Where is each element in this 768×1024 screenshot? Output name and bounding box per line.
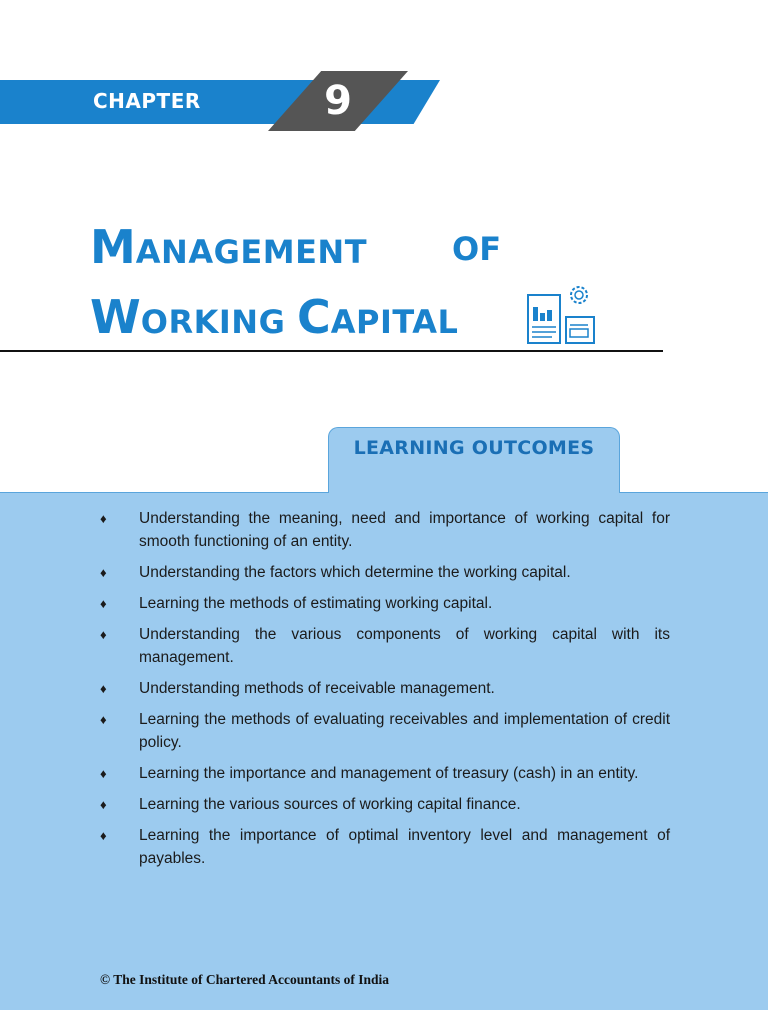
chapter-number: 9 <box>324 78 352 124</box>
list-item: ♦ Learning the importance of optimal inventory level and management of payables. <box>100 824 670 870</box>
list-item: ♦ Learning the methods of estimating working capital. <box>100 592 670 615</box>
diamond-bullet-icon: ♦ <box>100 828 107 843</box>
list-item: ♦ Learning the various sources of working capital finance. <box>100 793 670 816</box>
learning-outcomes-heading: LEARNING OUTCOMES <box>353 437 595 459</box>
copyright-footer: © The Institute of Chartered Accountants of India <box>100 972 389 987</box>
diamond-bullet-icon: ♦ <box>100 681 107 696</box>
list-item: ♦ Understanding the meaning, need and importance of working capital for smooth functioning of an entity. <box>100 507 670 553</box>
list-item: ♦ Learning the methods of evaluating receivables and implementation of credit policy. <box>100 708 670 754</box>
chapter-label: CHAPTER <box>93 89 201 113</box>
diamond-bullet-icon: ♦ <box>100 797 107 812</box>
diamond-bullet-icon: ♦ <box>100 511 107 526</box>
list-item: ♦ Learning the importance and management of treasury (cash) in an entity. <box>100 762 670 785</box>
diamond-bullet-icon: ♦ <box>100 712 107 727</box>
learning-outcomes-list <box>100 507 670 878</box>
diamond-bullet-icon: ♦ <box>100 627 107 642</box>
list-item: ♦ Understanding the various components of working capital with its management. <box>100 623 670 669</box>
page-title-line-1: MANAGEMENT <box>90 220 368 274</box>
list-item: ♦ Understanding the factors which determine the working capital. <box>100 561 670 584</box>
page-title-line-2: WORKING CAPITAL <box>90 290 459 344</box>
list-item: ♦ Understanding methods of receivable management. <box>100 677 670 700</box>
diamond-bullet-icon: ♦ <box>100 766 107 781</box>
diamond-bullet-icon: ♦ <box>100 596 107 611</box>
finance-document-icon <box>524 283 598 347</box>
page-title-of: OF <box>452 230 502 268</box>
diamond-bullet-icon: ♦ <box>100 565 107 580</box>
title-divider <box>0 350 663 352</box>
